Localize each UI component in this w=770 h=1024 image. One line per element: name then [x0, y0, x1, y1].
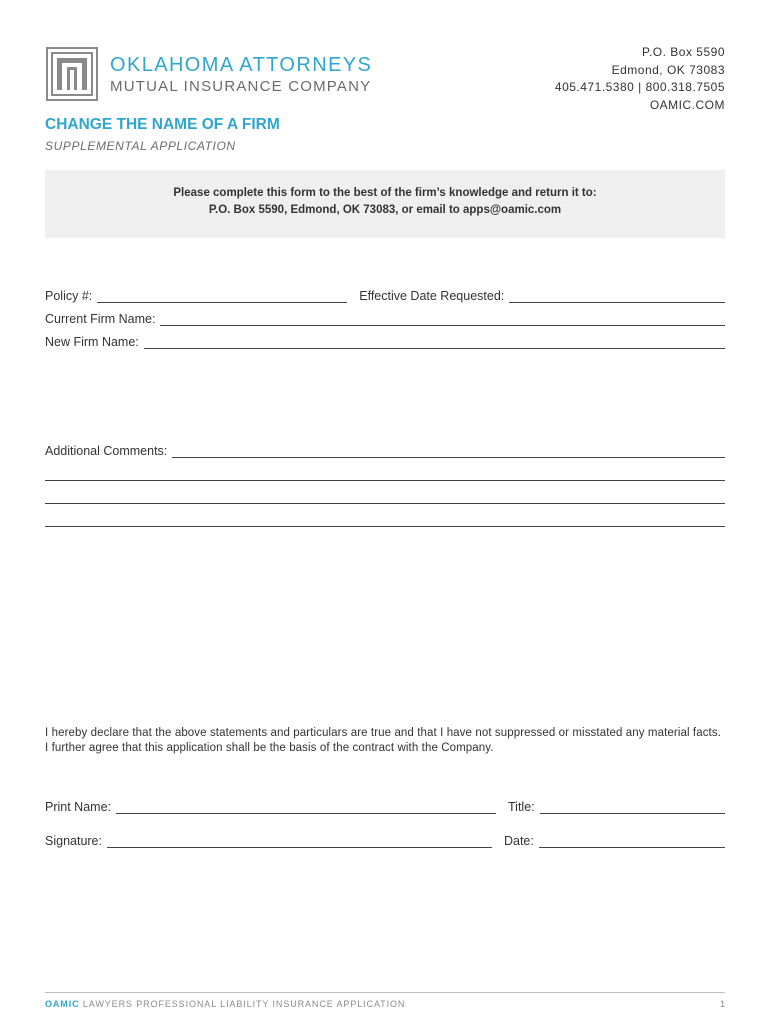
contact-website[interactable]: OAMIC.COM: [649, 97, 725, 112]
contact-po-box: P.O. Box 5590: [642, 45, 725, 59]
comments-line-3[interactable]: [45, 503, 725, 504]
print-name-field[interactable]: [116, 800, 496, 814]
page-title: CHANGE THE NAME OF A FIRM: [45, 116, 280, 133]
current-firm-label: Current Firm Name:: [45, 312, 156, 326]
comments-line-2[interactable]: [45, 480, 725, 481]
footer-description: LAWYERS PROFESSIONAL LIABILITY INSURANCE APPLICATION: [79, 999, 406, 1009]
page-subtitle: SUPPLEMENTAL APPLICATION: [45, 139, 236, 153]
policy-number-field[interactable]: [97, 289, 347, 303]
oamic-logo-mark-icon: [46, 47, 98, 101]
declaration-text: I hereby declare that the above statements and particulars are true and that I have not suppressed or misstated any material facts. I further agree that this application shall be the basis of the contract with the Company.: [45, 727, 721, 754]
instructions-box: [45, 170, 725, 238]
footer-text: [45, 999, 405, 1009]
date-label: Date:: [503, 834, 534, 848]
signature-row: [45, 834, 725, 848]
new-firm-label: New Firm Name:: [45, 335, 139, 349]
contact-phone: 405.471.5380 | 800.318.7505: [554, 80, 725, 94]
policy-label: Policy #:: [45, 289, 93, 303]
new-firm-row: [45, 335, 725, 349]
signature-field[interactable]: [107, 834, 492, 848]
comments-line-4[interactable]: [45, 526, 725, 527]
contact-city: Edmond, OK 73083: [611, 62, 725, 77]
instructions-line-2: P.O. Box 5590, Edmond, OK 73083, or email to apps@oamic.com: [208, 204, 562, 216]
effective-date-label: Effective Date Requested:: [359, 289, 505, 303]
current-firm-row: [45, 312, 725, 326]
footer-brand: OAMIC: [45, 999, 80, 1009]
date-field[interactable]: [539, 834, 725, 848]
current-firm-name-field[interactable]: [160, 312, 725, 326]
title-label: Title:: [508, 800, 535, 814]
comments-row: [45, 444, 725, 458]
contact-block: [555, 44, 725, 114]
title-field[interactable]: [540, 800, 725, 814]
print-name-label: Print Name:: [45, 800, 111, 814]
effective-date-field[interactable]: [509, 289, 725, 303]
new-firm-name-field[interactable]: [144, 335, 725, 349]
policy-row: [45, 289, 725, 303]
comments-label: Additional Comments:: [45, 444, 168, 458]
signature-label: Signature:: [45, 834, 102, 848]
comments-field[interactable]: [172, 444, 725, 458]
company-name: OKLAHOMA ATTORNEYS: [110, 54, 373, 76]
instructions-line-1: Please complete this form to the best of the firm’s knowledge and return it to:: [173, 187, 597, 199]
footer-divider: [45, 992, 725, 993]
company-subtitle: MUTUAL INSURANCE COMPANY: [110, 78, 372, 95]
print-name-row: [45, 800, 725, 814]
page-number: 1: [720, 999, 726, 1009]
